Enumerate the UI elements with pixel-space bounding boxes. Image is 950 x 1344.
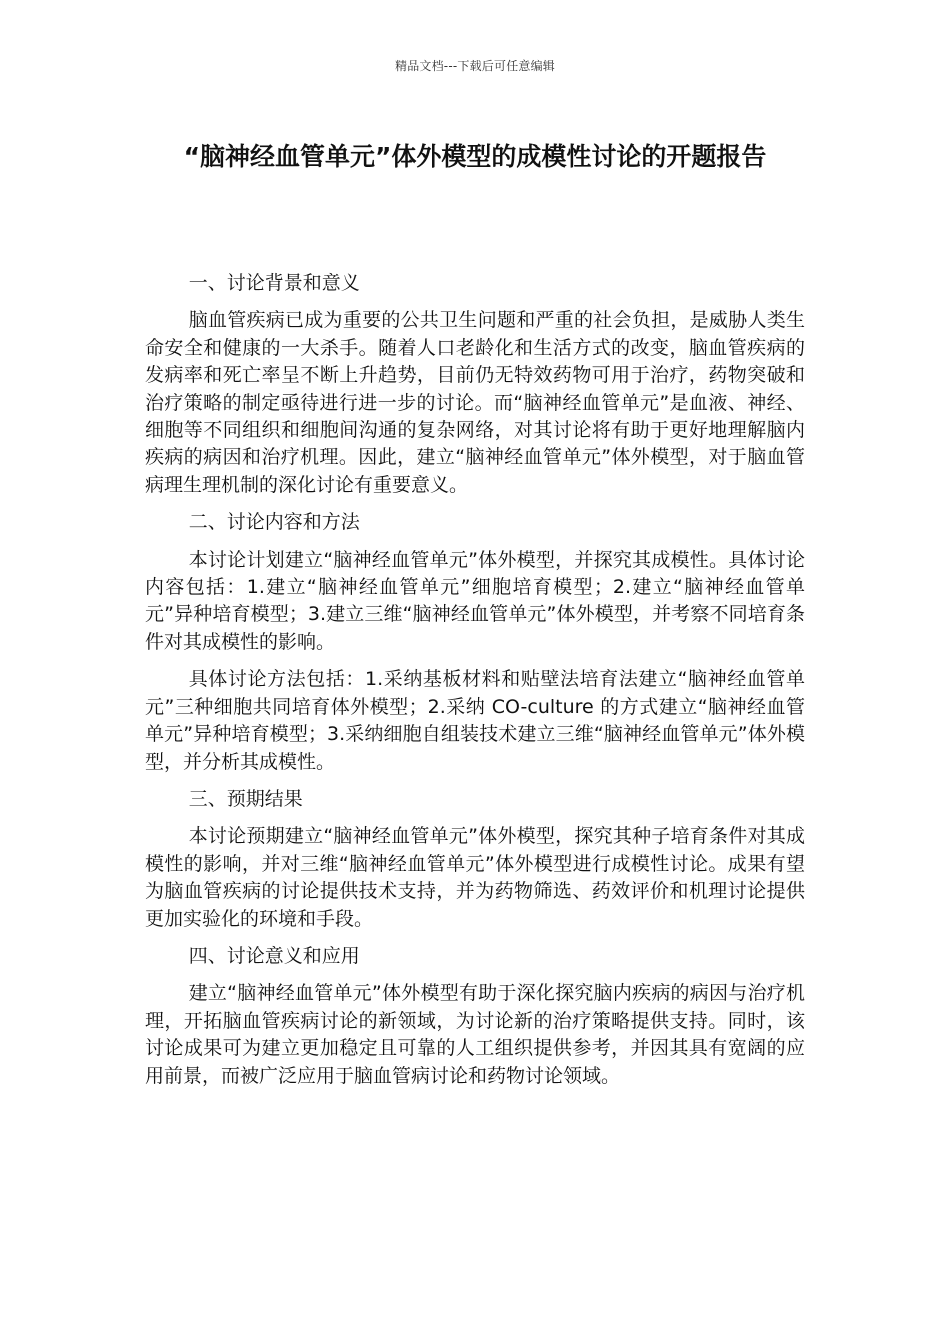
page-header-watermark: 精品文档---下载后可任意编辑 bbox=[395, 59, 555, 73]
section-heading: 三、预期结果 bbox=[188, 787, 303, 810]
section-content-methods bbox=[145, 509, 805, 776]
section-heading: 一、讨论背景和意义 bbox=[188, 272, 360, 294]
section-expected-results bbox=[145, 786, 805, 933]
paragraph: 本讨论计划建立“脑神经血管单元”体外模型，并探究其成模性。具体讨论内容包括：1.建立“脑神经血管单元”细胞培育模型；2.建立“脑神经血管单元”异种培育模型；3.建立三维“脑神经血管单元”体外模型，并考察不同培育条件对其成模性的影响。 bbox=[145, 548, 805, 653]
paragraph: 脑血管疾病已成为重要的公共卫生问题和严重的社会负担，是威胁人类生命安全和健康的一大杀手。随着人口老龄化和生活方式的改变，脑血管疾病的发病率和死亡率呈不断上升趋势，目前仍无特效药物可用于治疗，药物突破和治疗策略的制定亟待进行进一步的讨论。而“脑神经血管单元”是血液、神经、细胞等不同组织和细胞间沟通的复杂网络，对其讨论将有助于更好地理解脑内疾病的病因和治疗机理。因此，建立“脑神经血管单元”体外模型，对于脑血管病理生理机制的深化讨论有重要意义。 bbox=[145, 309, 805, 496]
section-heading: 二、讨论内容和方法 bbox=[188, 511, 360, 534]
section-significance bbox=[145, 943, 805, 1090]
document-body bbox=[145, 270, 805, 1100]
paragraph: 具体讨论方法包括：1.采纳基板材料和贴壁法培育法建立“脑神经血管单元”三种细胞共同培育体外模型；2.采纳 CO-culture 的方式建立“脑神经血管单元”异种培育模型；3.采纳细胞自组装技术建立三维“脑神经血管单元”体外模型，并分析其成模性。 bbox=[145, 668, 805, 773]
document-title: “脑神经血管单元”体外模型的成模性讨论的开题报告 bbox=[183, 142, 767, 171]
section-heading: 四、讨论意义和应用 bbox=[188, 944, 360, 967]
paragraph: 本讨论预期建立“脑神经血管单元”体外模型，探究其种子培育条件对其成模性的影响，并对三维“脑神经血管单元”体外模型进行成模性讨论。成果有望为脑血管疾病的讨论提供技术支持，并为药物筛选、药效评价和机理讨论提供更加实验化的环境和手段。 bbox=[145, 825, 805, 930]
paragraph: 建立“脑神经血管单元”体外模型有助于深化探究脑内疾病的病因与治疗机理，开拓脑血管疾病讨论的新领域，为讨论新的治疗策略提供支持。同时，该讨论成果可为建立更加稳定且可靠的人工组织提供参考，并因其具有宽阔的应用前景，而被广泛应用于脑血管病讨论和药物讨论领域。 bbox=[145, 982, 805, 1087]
section-background bbox=[145, 270, 805, 499]
